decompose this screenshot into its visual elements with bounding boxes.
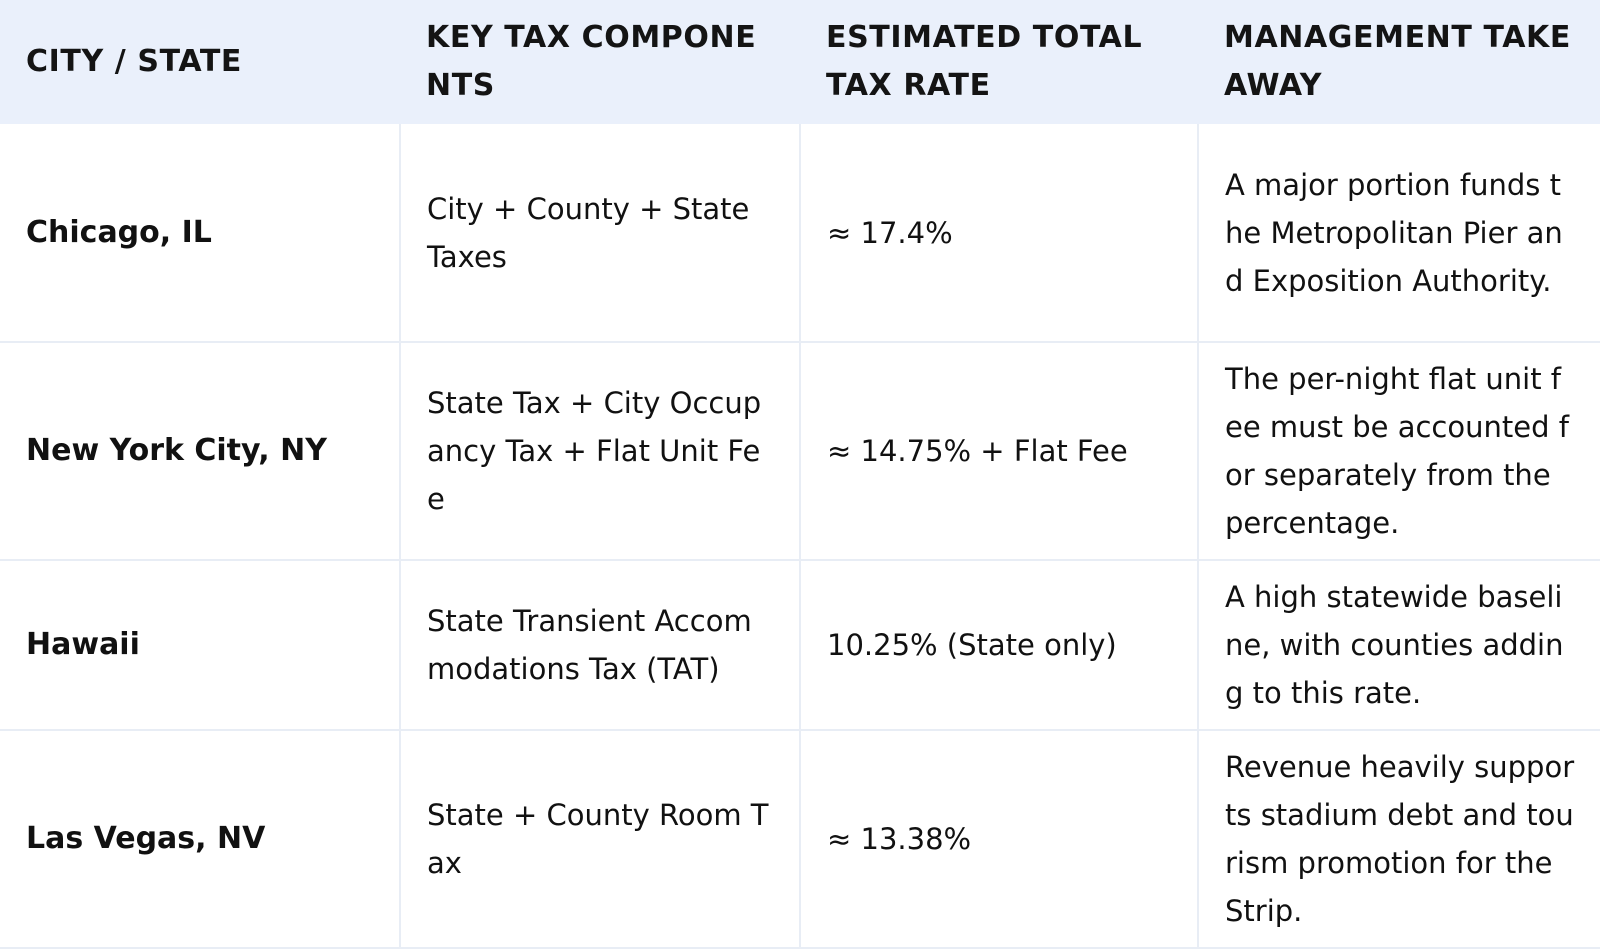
table-row xyxy=(0,560,1600,730)
header-city-state: CITY / STATE xyxy=(0,0,400,124)
takeaway-cell: A high statewide baseline, with counties adding to this rate. xyxy=(1198,560,1600,730)
header-row xyxy=(0,0,1600,124)
table-body xyxy=(0,124,1600,948)
components-cell: City + County + State Taxes xyxy=(400,124,800,342)
components-cell: State Transient Accommodations Tax (TAT) xyxy=(400,560,800,730)
table-row xyxy=(0,124,1600,342)
takeaway-cell: The per-night flat unit fee must be accounted for separately from the percentage. xyxy=(1198,342,1600,560)
city-cell: Las Vegas, NV xyxy=(0,730,400,948)
header-estimated-total-tax-rate: ESTIMATED TOTAL TAX RATE xyxy=(800,0,1198,124)
takeaway-cell: A major portion funds the Metropolitan Pier and Exposition Authority. xyxy=(1198,124,1600,342)
table-row xyxy=(0,342,1600,560)
header-management-takeaway: MANAGEMENT TAKEAWAY xyxy=(1198,0,1600,124)
city-cell: Chicago, IL xyxy=(0,124,400,342)
city-cell: Hawaii xyxy=(0,560,400,730)
rate-cell: 10.25% (State only) xyxy=(800,560,1198,730)
table-row xyxy=(0,730,1600,948)
table-header xyxy=(0,0,1600,124)
city-cell: New York City, NY xyxy=(0,342,400,560)
rate-cell: ≈ 17.4% xyxy=(800,124,1198,342)
header-key-tax-components: KEY TAX COMPONENTS xyxy=(400,0,800,124)
rate-cell: ≈ 14.75% + Flat Fee xyxy=(800,342,1198,560)
components-cell: State + County Room Tax xyxy=(400,730,800,948)
components-cell: State Tax + City Occupancy Tax + Flat Unit Fee xyxy=(400,342,800,560)
rate-cell: ≈ 13.38% xyxy=(800,730,1198,948)
takeaway-cell: Revenue heavily supports stadium debt and tourism promotion for the Strip. xyxy=(1198,730,1600,948)
